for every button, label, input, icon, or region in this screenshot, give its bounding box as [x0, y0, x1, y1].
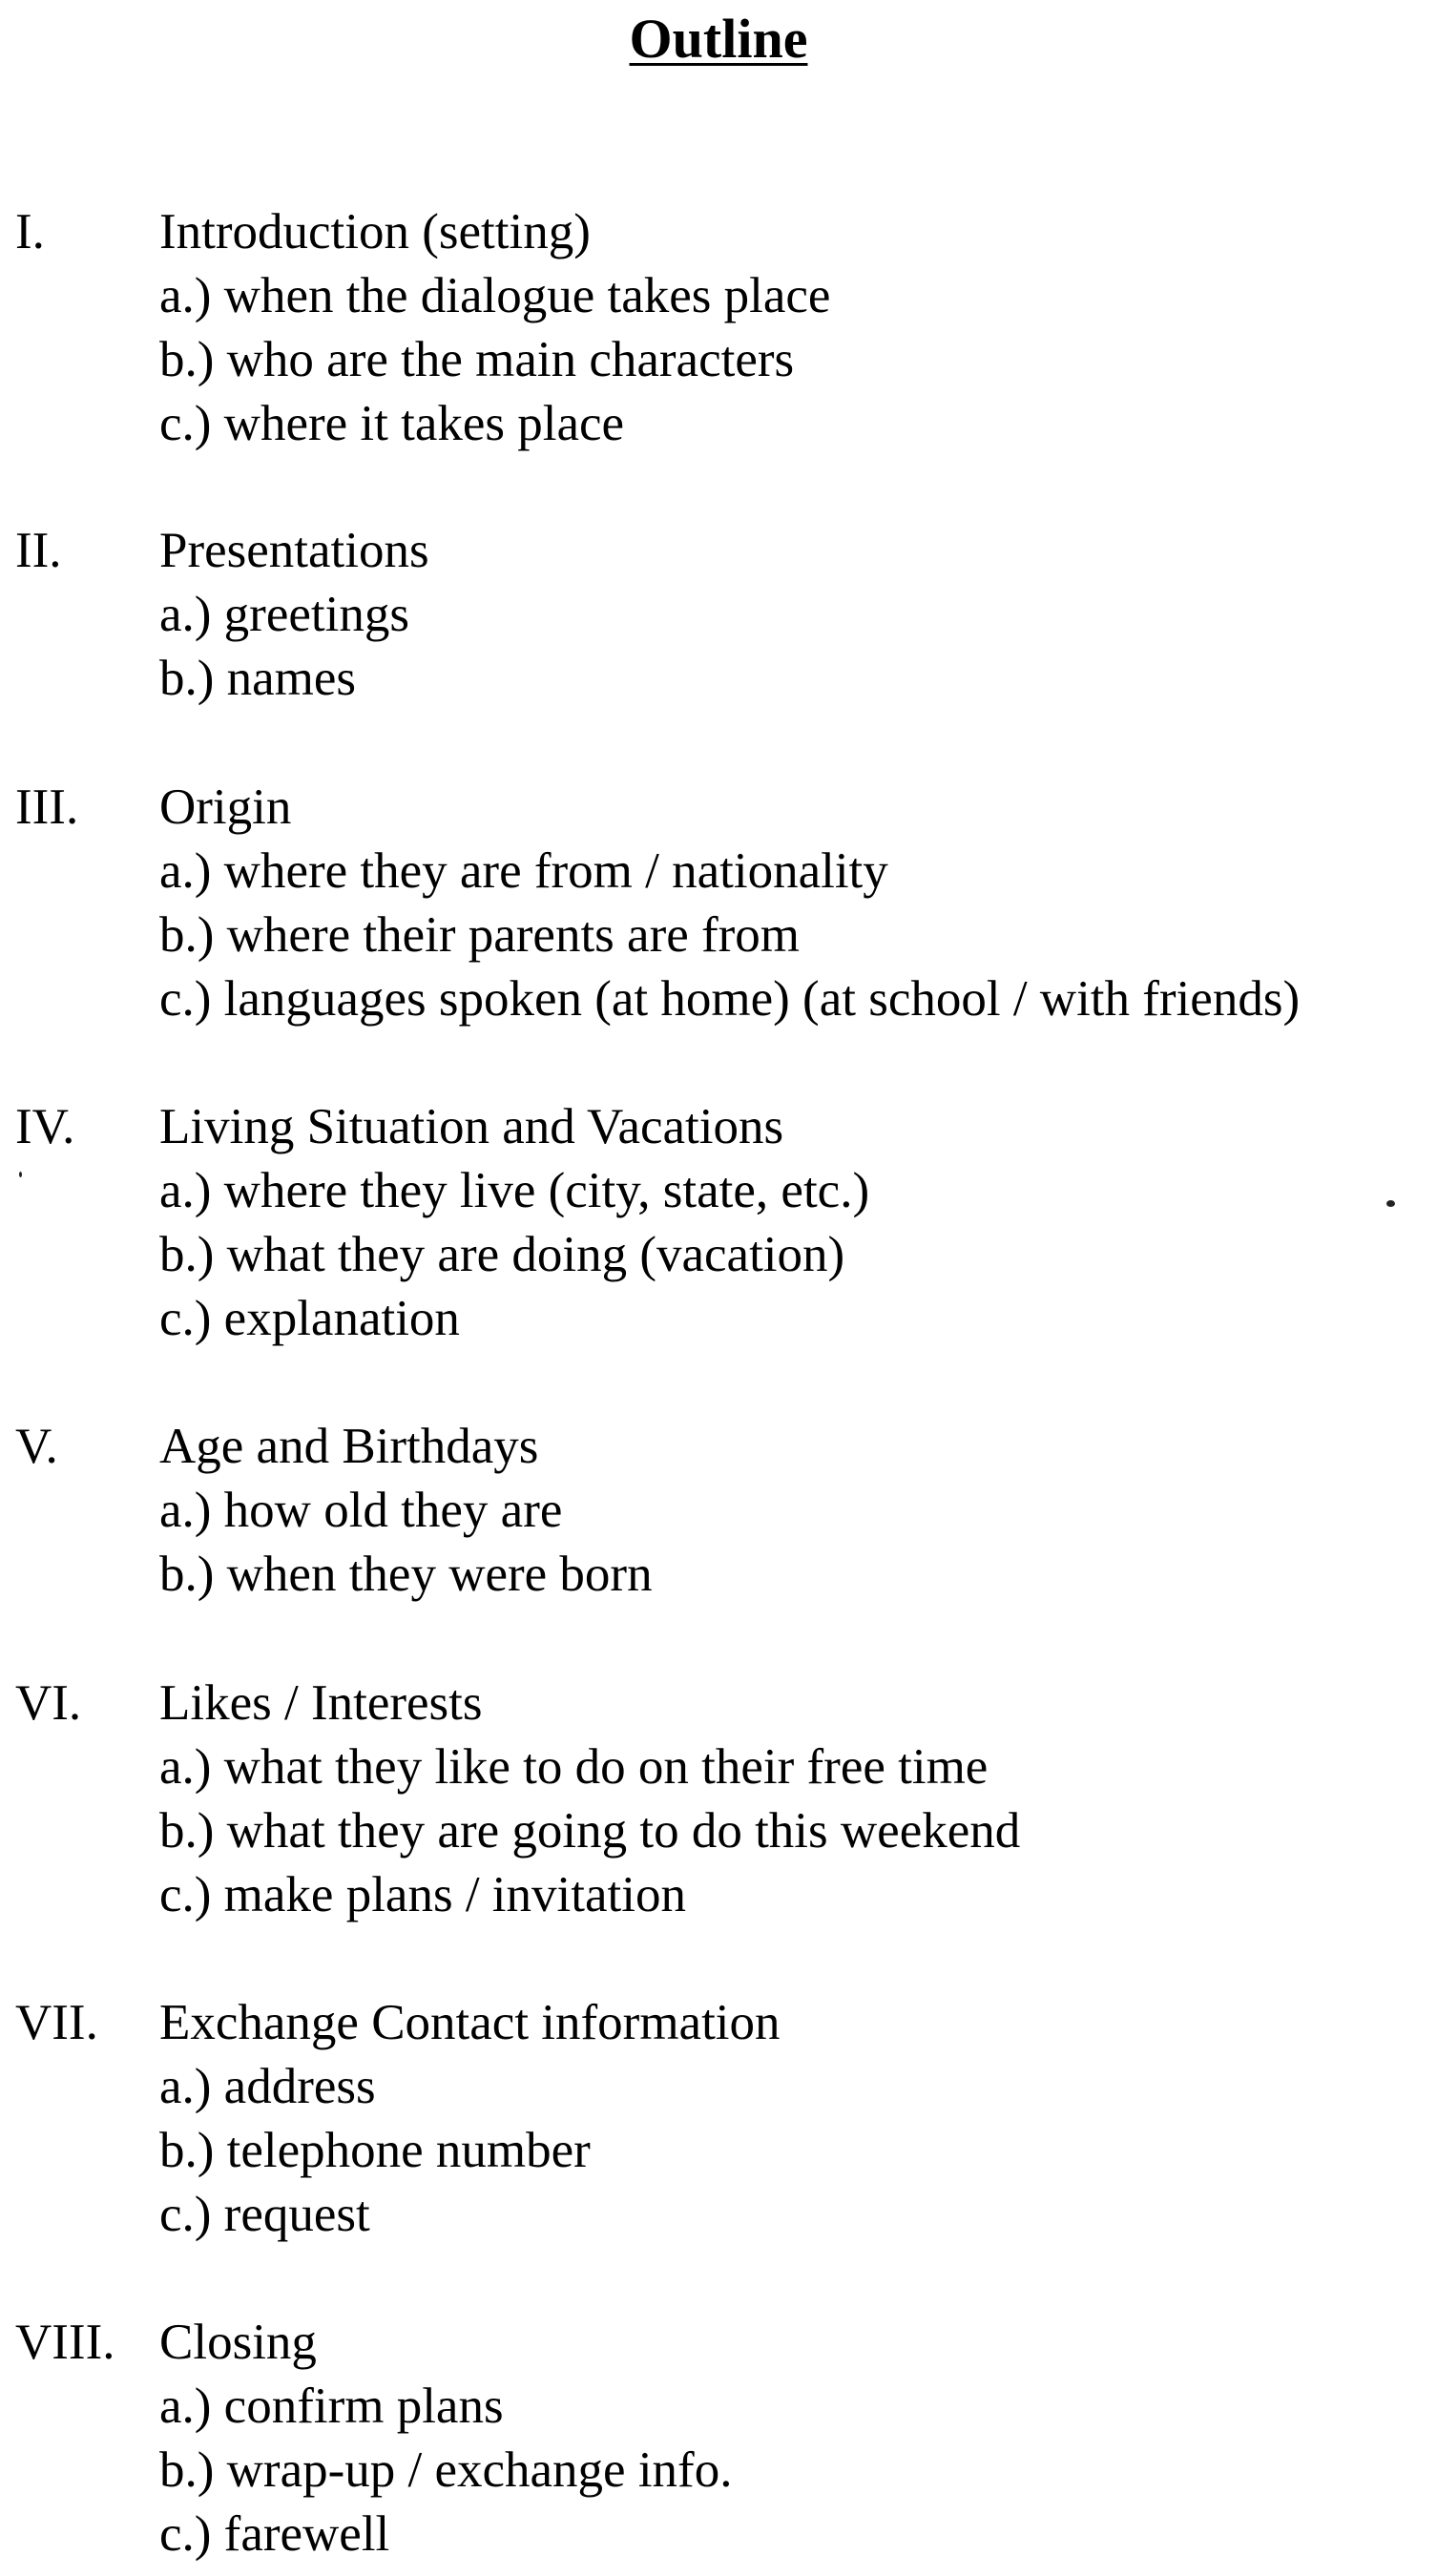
list-item: a.) confirm plans [159, 2379, 504, 2434]
section-heading: Age and Birthdays [159, 1419, 539, 1474]
section-heading: Likes / Interests [159, 1675, 483, 1731]
list-item: a.) how old they are [159, 1483, 563, 1538]
list-item: a.) greetings [159, 587, 409, 642]
outline-section-3 [0, 776, 1437, 1031]
list-item: a.) when the dialogue takes place [159, 268, 831, 323]
section-numeral: IV. [15, 1099, 75, 1154]
page-title: Outline [629, 8, 808, 70]
outline-section-5 [0, 1415, 1437, 1607]
list-item: a.) address [159, 2059, 376, 2114]
list-item: c.) farewell [159, 2506, 390, 2562]
list-item: b.) names [159, 651, 357, 706]
outline-section-4 [0, 1095, 1437, 1351]
list-item: a.) what they like to do on their free time [159, 1739, 989, 1795]
section-numeral: VII. [15, 1995, 98, 2050]
list-item: a.) where they live (city, state, etc.) [159, 1163, 870, 1218]
list-item: b.) who are the main characters [159, 332, 795, 387]
list-item: c.) where it takes place [159, 396, 625, 451]
section-heading: Closing [159, 2315, 317, 2370]
list-item: b.) when they were born [159, 1547, 653, 1602]
section-heading: Exchange Contact information [159, 1995, 781, 2050]
outline-section-2 [0, 519, 1437, 711]
outline-section-7 [0, 1991, 1437, 2247]
list-item: b.) telephone number [159, 2123, 591, 2178]
list-item: c.) make plans / invitation [159, 1867, 686, 1922]
section-numeral: V. [15, 1419, 58, 1474]
list-item: c.) languages spoken (at home) (at school / with friends) [159, 971, 1301, 1027]
outline-section-8 [0, 2311, 1437, 2566]
list-item: c.) explanation [159, 1291, 460, 1346]
list-item: a.) where they are from / nationality [159, 843, 888, 899]
scan-speck [1386, 1200, 1395, 1207]
list-item: b.) wrap-up / exchange info. [159, 2442, 733, 2498]
outline-section-6 [0, 1672, 1437, 1927]
section-numeral: III. [15, 779, 79, 835]
scan-speck [19, 1172, 22, 1177]
list-item: b.) what they are going to do this weekend [159, 1803, 1021, 1859]
list-item: b.) what they are doing (vacation) [159, 1227, 845, 1282]
section-heading: Introduction (setting) [159, 204, 591, 260]
outline-section-1 [0, 200, 1437, 456]
section-numeral: I. [15, 204, 45, 260]
section-heading: Living Situation and Vacations [159, 1099, 784, 1154]
section-numeral: II. [15, 523, 62, 578]
list-item: c.) request [159, 2187, 370, 2242]
section-numeral: VI. [15, 1675, 82, 1731]
section-heading: Origin [159, 779, 292, 835]
list-item: b.) where their parents are from [159, 907, 801, 963]
section-numeral: VIII. [15, 2315, 115, 2370]
section-heading: Presentations [159, 523, 429, 578]
